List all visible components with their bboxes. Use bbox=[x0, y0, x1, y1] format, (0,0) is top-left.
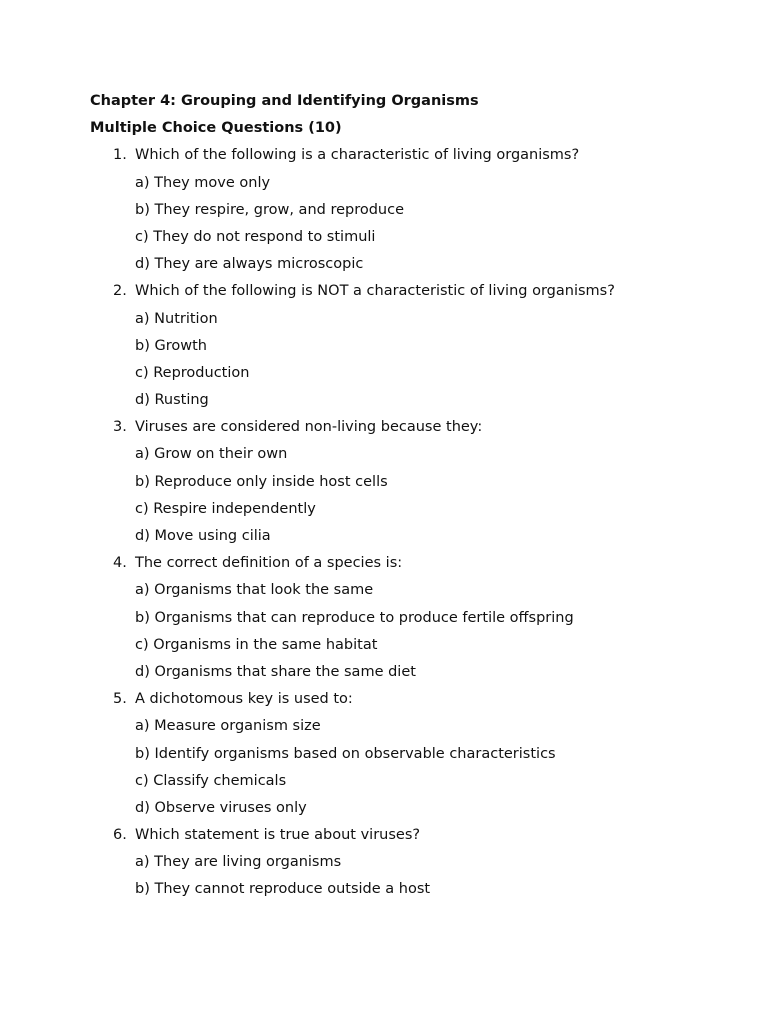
option-a: a) Organisms that look the same bbox=[135, 582, 374, 599]
question-line bbox=[90, 686, 730, 713]
chapter-title: Chapter 4: Grouping and Identifying Organisms bbox=[90, 93, 479, 109]
section-title: Multiple Choice Questions (10) bbox=[90, 120, 342, 137]
question-line bbox=[90, 822, 730, 849]
question-text: Which statement is true about viruses? bbox=[135, 827, 421, 844]
option-d: d) Observe viruses only bbox=[135, 799, 307, 816]
option-a: a) Measure organism size bbox=[135, 718, 321, 735]
option-c: c) Organisms in the same habitat bbox=[135, 636, 378, 653]
question-2 bbox=[90, 278, 730, 414]
option-a: a) They are living organisms bbox=[135, 854, 342, 871]
option-b: b) Growth bbox=[135, 337, 207, 354]
option-d: d) Organisms that share the same diet bbox=[135, 663, 416, 680]
question-text: Which of the following is a characteristic of living organisms? bbox=[135, 147, 580, 164]
option-b: b) Organisms that can reproduce to produce fertile offspring bbox=[135, 609, 574, 626]
question-list bbox=[90, 142, 730, 903]
question-line bbox=[90, 550, 730, 577]
option-b: b) Reproduce only inside host cells bbox=[135, 473, 388, 490]
question-line bbox=[90, 278, 730, 305]
option-list bbox=[90, 441, 730, 550]
question-number: 5. bbox=[113, 691, 127, 708]
question-3 bbox=[90, 414, 730, 550]
question-line bbox=[90, 414, 730, 441]
option-a: a) Grow on their own bbox=[135, 446, 288, 463]
option-b: b) Identify organisms based on observable characteristics bbox=[135, 745, 556, 762]
question-text: The correct definition of a species is: bbox=[135, 555, 403, 572]
question-number: 3. bbox=[113, 419, 127, 436]
question-text: Viruses are considered non-living because they: bbox=[135, 419, 483, 436]
option-a: a) Nutrition bbox=[135, 310, 218, 327]
question-number: 1. bbox=[113, 147, 127, 164]
option-d: d) Rusting bbox=[135, 392, 209, 409]
option-list bbox=[90, 849, 730, 903]
question-6 bbox=[90, 822, 730, 904]
option-d: d) They are always microscopic bbox=[135, 256, 364, 273]
option-a: a) They move only bbox=[135, 174, 271, 191]
document-page bbox=[90, 88, 730, 904]
question-number: 6. bbox=[113, 827, 127, 844]
option-c: c) Respire independently bbox=[135, 500, 316, 517]
question-text: Which of the following is NOT a characteristic of living organisms? bbox=[135, 283, 615, 300]
option-d: d) Move using cilia bbox=[135, 528, 271, 544]
option-list bbox=[90, 306, 730, 415]
question-4 bbox=[90, 550, 730, 686]
question-text: A dichotomous key is used to: bbox=[135, 691, 353, 708]
option-list bbox=[90, 713, 730, 822]
question-1 bbox=[90, 142, 730, 278]
option-list bbox=[90, 170, 730, 279]
question-number: 4. bbox=[113, 555, 127, 572]
question-line bbox=[90, 142, 730, 169]
option-c: c) Reproduction bbox=[135, 364, 250, 381]
option-c: c) They do not respond to stimuli bbox=[135, 228, 376, 245]
option-b: b) They cannot reproduce outside a host bbox=[135, 881, 431, 898]
option-b: b) They respire, grow, and reproduce bbox=[135, 201, 405, 218]
question-number: 2. bbox=[113, 283, 127, 300]
option-c: c) Classify chemicals bbox=[135, 772, 287, 789]
option-list bbox=[90, 577, 730, 686]
question-5 bbox=[90, 686, 730, 822]
